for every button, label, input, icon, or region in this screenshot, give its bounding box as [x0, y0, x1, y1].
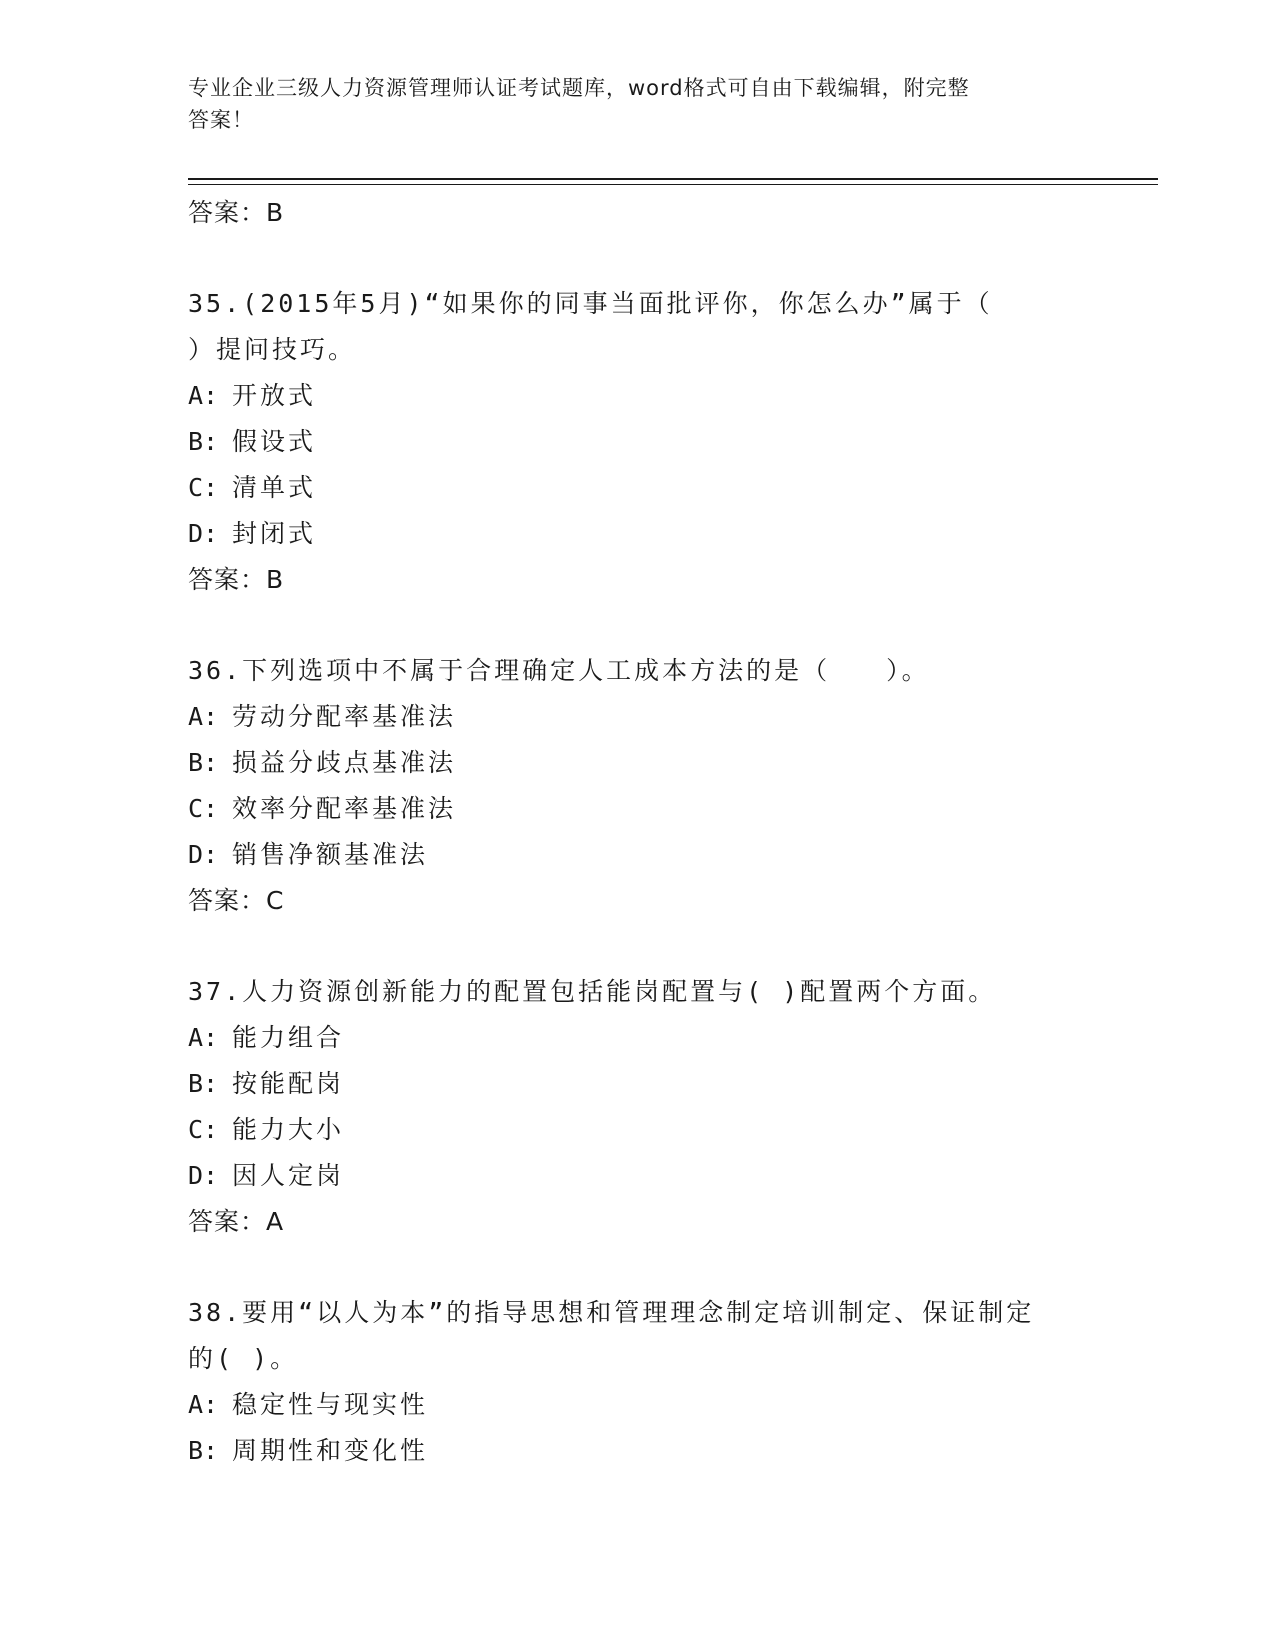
- option-line: [188, 373, 1088, 419]
- question-stem: 35.(2015年5月)“如果你的同事当面批评你，你怎么办”属于（: [188, 289, 993, 318]
- option-letter: B:: [188, 748, 219, 777]
- option-text: 能力组合: [232, 1023, 345, 1052]
- answer-line: 答案：C: [188, 886, 285, 915]
- question-block: [188, 1290, 1088, 1474]
- option-text: 按能配岗: [232, 1069, 345, 1098]
- option-line: [188, 1153, 1088, 1199]
- option-line: [188, 511, 1088, 557]
- option-letter: A:: [188, 381, 219, 410]
- option-text: 劳动分配率基准法: [232, 702, 457, 731]
- option-line: [188, 1382, 1088, 1428]
- option-line: [188, 694, 1088, 740]
- question-gap: [188, 924, 1088, 969]
- option-letter: C:: [188, 1115, 219, 1144]
- answer-line: 答案：B: [188, 198, 285, 227]
- option-text: 损益分歧点基准法: [232, 748, 457, 777]
- question-list: [188, 190, 1088, 1474]
- header-divider-thick: [188, 178, 1158, 180]
- question-stem: 的( )。: [188, 1344, 299, 1373]
- option-text: 清单式: [232, 473, 317, 502]
- page-header: [188, 72, 1088, 136]
- option-letter: D:: [188, 1161, 219, 1190]
- option-text: 效率分配率基准法: [232, 794, 457, 823]
- option-text: 假设式: [232, 427, 317, 456]
- option-text: 因人定岗: [232, 1161, 345, 1190]
- option-line: [188, 1061, 1088, 1107]
- option-line: [188, 740, 1088, 786]
- option-letter: B:: [188, 1436, 219, 1465]
- option-line: [188, 419, 1088, 465]
- option-letter: A:: [188, 1390, 219, 1419]
- question-gap: [188, 236, 1088, 281]
- header-line-1: 专业企业三级人力资源管理师认证考试题库，word格式可自由下载编辑，附完整: [188, 76, 970, 100]
- option-text: 周期性和变化性: [232, 1436, 429, 1465]
- option-line: [188, 1015, 1088, 1061]
- question-block: [188, 281, 1088, 603]
- option-letter: A:: [188, 1023, 219, 1052]
- option-text: 开放式: [232, 381, 317, 410]
- option-letter: D:: [188, 840, 219, 869]
- option-letter: C:: [188, 794, 219, 823]
- header-line-2: 答案！: [188, 108, 254, 132]
- option-line: [188, 832, 1088, 878]
- option-letter: D:: [188, 519, 219, 548]
- option-letter: B:: [188, 1069, 219, 1098]
- header-divider-thin: [188, 184, 1158, 185]
- option-text: 封闭式: [232, 519, 317, 548]
- option-line: [188, 1428, 1088, 1474]
- question-gap: [188, 603, 1088, 648]
- option-text: 稳定性与现实性: [232, 1390, 429, 1419]
- question-block: [188, 969, 1088, 1245]
- question-stem: 36.下列选项中不属于合理确定人工成本方法的是（ ）。: [188, 656, 930, 685]
- option-text: 销售净额基准法: [232, 840, 429, 869]
- option-letter: C:: [188, 473, 219, 502]
- question-stem: ）提问技巧。: [188, 335, 357, 364]
- option-line: [188, 465, 1088, 511]
- question-block: [188, 648, 1088, 924]
- question-stem: 38.要用“以人为本”的指导思想和管理理念制定培训制定、保证制定: [188, 1298, 1035, 1327]
- option-text: 能力大小: [232, 1115, 345, 1144]
- answer-line: 答案：B: [188, 565, 285, 594]
- option-line: [188, 1107, 1088, 1153]
- option-line: [188, 786, 1088, 832]
- question-stem: 37.人力资源创新能力的配置包括能岗配置与( )配置两个方面。: [188, 977, 997, 1006]
- option-letter: A:: [188, 702, 219, 731]
- question-gap: [188, 1245, 1088, 1290]
- answer-line: 答案：A: [188, 1207, 285, 1236]
- option-letter: B:: [188, 427, 219, 456]
